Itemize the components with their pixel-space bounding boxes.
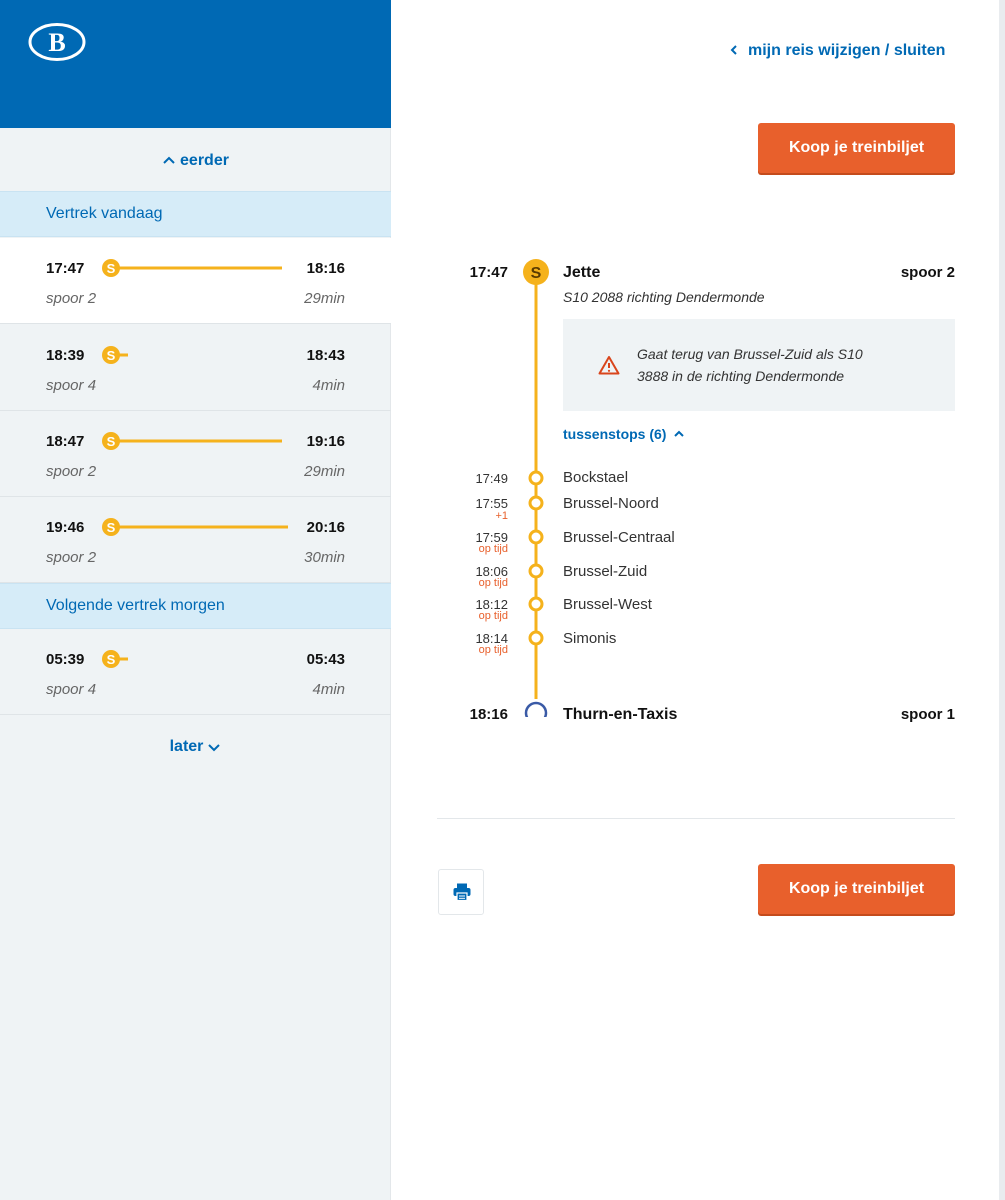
stop-time: 18:12 [475,597,508,612]
origin-platform: spoor 2 [900,264,955,281]
trip-platform: spoor 2 [46,463,97,480]
train-info: S10 2088 richting Dendermonde [563,289,765,305]
trip-duration: 4min [312,681,345,698]
svg-text:S: S [106,434,116,449]
svg-text:B: B [48,28,66,57]
stop-name: Brussel-West [563,596,652,613]
stop-time: 17:55 [475,496,508,511]
trip-departure-time: 18:47 [46,433,85,450]
close-link-label: mijn reis wijzigen / sluiten [748,42,946,59]
svg-text:S: S [106,520,116,535]
stop-name: Brussel-Noord [563,495,659,512]
destination-station: Thurn-en-Taxis [563,706,678,723]
trip-duration: 30min [304,549,345,566]
intermediate-stops-toggle[interactable] [563,426,685,442]
stop-status: +1 [495,510,508,522]
background-map-edge [999,0,1005,1200]
svg-text:S: S [106,348,116,363]
origin-time: 17:47 [469,264,508,281]
stop-time: 17:59 [475,530,508,545]
stop-status: op tijd [478,644,508,656]
svg-text:S: S [106,652,116,667]
stop-time: 18:06 [475,564,508,579]
stop-status: op tijd [478,610,508,622]
svg-text:S: S [106,261,116,276]
stop-name: Bockstael [563,469,629,486]
stops-toggle-label: tussenstops (6) [563,426,667,442]
print-button[interactable] [438,869,484,915]
notice-line-1: Gaat terug van Brussel-Zuid als S10 [637,346,863,362]
warning-icon [598,355,620,375]
trip-departure-time: 18:39 [46,347,85,364]
buy-ticket-button-bottom[interactable]: Koop je treinbiljet [758,864,955,914]
trip-departure-time: 05:39 [46,651,85,668]
divider [437,818,955,819]
notice-line-2: 3888 in de richting Dendermonde [637,368,845,384]
trip-departure-time: 17:47 [46,260,85,277]
origin-station: Jette [563,264,601,281]
section-today-label: Vertrek vandaag [46,205,163,222]
stop-time: 18:14 [475,631,508,646]
stop-name: Brussel-Centraal [563,529,675,546]
trip-platform: spoor 4 [46,681,97,698]
buy-ticket-button-top[interactable]: Koop je treinbiljet [758,123,955,173]
printer-icon [452,882,472,902]
trip-duration: 4min [312,377,345,394]
later-label: later [169,738,204,755]
stop-name: Simonis [563,630,617,647]
earlier-label: eerder [180,152,229,169]
trip-duration: 29min [304,463,345,480]
stop-status: op tijd [478,543,508,555]
stop-name: Brussel-Zuid [563,563,648,580]
svg-text:S: S [530,265,542,282]
trip-platform: spoor 2 [46,549,97,566]
trip-platform: spoor 4 [46,377,97,394]
destination-platform: spoor 1 [900,706,955,723]
service-notice [563,319,955,411]
section-tomorrow-label: Volgende vertrek morgen [46,597,225,614]
destination-time: 18:16 [469,706,508,723]
trip-duration: 29min [304,290,345,307]
stop-status: op tijd [478,577,508,589]
stop-time: 17:49 [475,471,508,486]
trip-departure-time: 19:46 [46,519,85,536]
route-line [521,257,551,717]
trip-arrival-time: 20:16 [306,519,345,536]
trip-arrival-time: 05:43 [306,651,345,668]
trip-platform: spoor 2 [46,290,97,307]
trip-arrival-time: 18:16 [306,260,345,277]
trip-arrival-time: 19:16 [306,433,345,450]
chevron-up-icon [673,429,685,439]
trip-arrival-time: 18:43 [306,347,345,364]
